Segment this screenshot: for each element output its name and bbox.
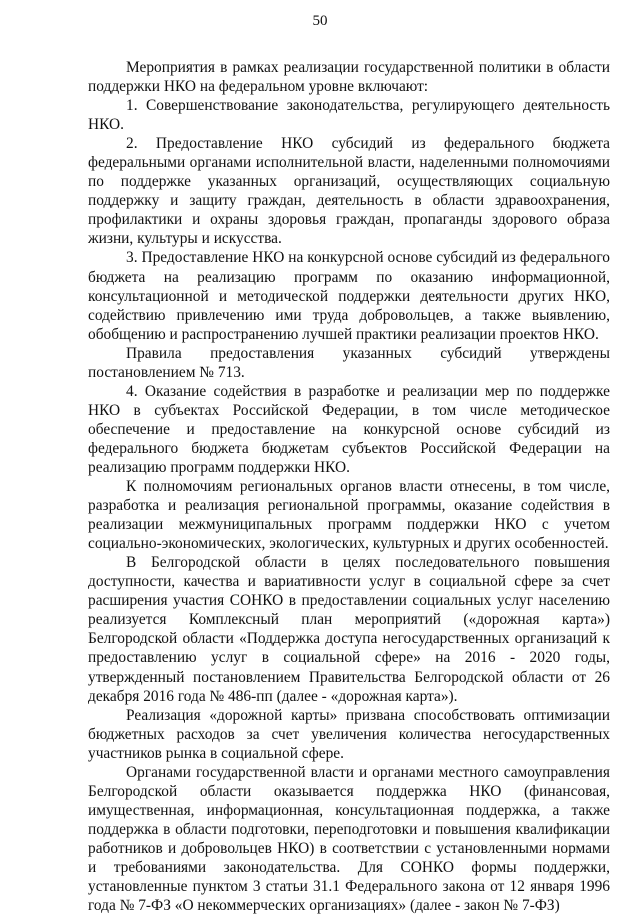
paragraph-item-4: 4. Оказание содействия в разработке и реализации мер по поддержке НКО в субъектах Российской Федерации, в том числе методическое обеспечение и предоставление на конкурсной основе субсидий из федерального бюджета бюджетам субъектов Российской Федерации на реализацию программ поддержки НКО. [88, 382, 610, 476]
paragraph-intro: Мероприятия в рамках реализации государственной политики в области поддержки НКО на федеральном уровне включают: [88, 59, 610, 96]
paragraph-belgorod-plan: В Белгородской области в целях последовательного повышения доступности, качества и вариативности услуг в социальной сфере за счет расширения участия СОНКО в предоставлении социальных услуг населению реализуется Комплексный план мероприятий («дорожная карта») Белгородской области «Поддержка доступа негосударственных организаций к предоставлению услуг в социальной сфере» на 2016 - 2020 годы, утвержденный постановлением Правительства Белгородской области от 26 декабря 2016 года № 486-пп (далее - «дорожная карта»). [88, 554, 610, 705]
paragraph-roadmap-purpose: Реализация «дорожной карты» призвана способствовать оптимизации бюджетных расходов за счет увеличения количества негосударственных участников рынка в социальной сфере. [88, 706, 610, 762]
paragraph-item-1: 1. Совершенствование законодательства, регулирующего деятельность НКО. [88, 97, 610, 134]
paragraph-support-forms: Органами государственной власти и органами местного самоуправления Белгородской области оказывается поддержка НКО (финансовая, имущественная, информационная, консультационная поддержка, а также поддержка в области подготовки, переподготовки и повышения квалификации работников и добровольцев НКО) в соответствии с установленными нормами и требованиями законодательства. Для СОНКО формы поддержки, установленные пунктом 3 статьи 31.1 Федерального закона от 12 января 1996 года № 7-ФЗ «О некоммерческих организациях» (далее - закон № 7-ФЗ) [88, 763, 610, 915]
paragraph-item-2: 2. Предоставление НКО субсидий из федерального бюджета федеральными органами исполнительной власти, наделенными полномочиями по поддержке указанных организаций, осуществляющих социальную поддержку и защиту граждан, деятельность в области здравоохранения, профилактики и охраны здоровья граждан, пропаганды здорового образа жизни, культуры и искусства. [88, 135, 610, 248]
paragraph-regional-powers: К полномочиям региональных органов власти отнесены, в том числе, разработка и реализация региональной программы, оказание содействия в реализации межмуниципальных программ поддержки НКО с учетом социально-экономических, экологических, культурных и других особенностей. [88, 478, 610, 553]
paragraph-item-3: 3. Предоставление НКО на конкурсной основе субсидий из федерального бюджета на реализацию программ по оказанию информационной, консультационной и методической поддержки деятельности других НКО, содействию привлечению ими труда добровольцев, а также выявлению, обобщению и распространению лучшей практики реализации проектов НКО. [88, 249, 610, 343]
document-body [88, 58, 610, 915]
page-number: 50 [312, 13, 328, 29]
paragraph-rules: Правила предоставления указанных субсидий утверждены постановлением № 713. [88, 344, 610, 381]
